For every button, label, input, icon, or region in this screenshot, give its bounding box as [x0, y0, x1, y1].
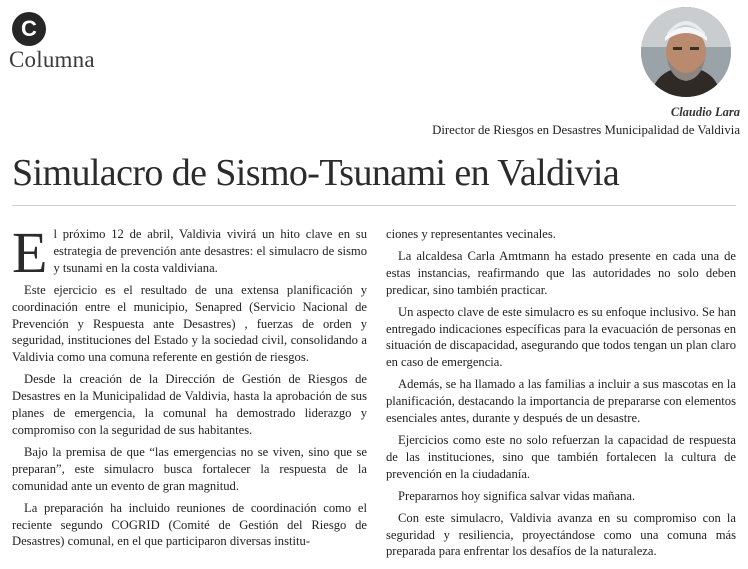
article-paragraph: ciones y representantes vecinales. — [386, 227, 556, 241]
article-paragraph: Además, se ha llamado a las familias a incluir a sus mascotas en la planificación, destacando la importancia de prepararse con elementos esenciales antes, durante y después de un desastre. — [386, 377, 736, 426]
author-photo — [641, 7, 731, 97]
article-paragraph: Este ejercicio es el resultado de una extensa planificación y coordinación entre el municipio, Senapred (Servicio Nacional de Prevención y Respuesta ante Desastres) , fuerzas de orden y seguridad, instituciones del Estado y la sociedad civil, consolidando a Valdivia como una comuna referente en gestión de riesgos. — [12, 282, 367, 365]
article-column-2 — [386, 226, 736, 565]
article-paragraph: Con este simulacro, Valdivia avanza en su compromiso con la seguridad y resiliencia, proyectándose como una comuna más preparada para enfrentar los desafíos de la naturaleza. — [386, 510, 736, 559]
author-role: Director de Riesgos en Desastres Municipalidad de Valdivia — [432, 123, 740, 137]
section-badge: C — [12, 12, 46, 46]
article-column-1 — [12, 220, 367, 555]
section-label: Columna — [9, 47, 95, 72]
drop-cap: E — [12, 220, 48, 285]
author-name: Claudio Lara — [670, 105, 740, 119]
author-portrait-icon — [641, 7, 731, 97]
article-title: Simulacro de Sismo-Tsunami en Valdivia — [12, 152, 620, 194]
article-paragraph: Prepararnos hoy significa salvar vidas mañana. — [398, 488, 636, 503]
article-paragraph: El próximo 12 de abril, Valdivia vivirá un hito clave en su estrategia de prevención ante desastres: el simulacro de sismo y tsunami en la costa valdiviana. — [12, 220, 367, 285]
title-divider — [12, 205, 736, 206]
article-paragraph: Bajo la premisa de que “las emergencias no se viven, sino que se preparan”, este simulacro busca fortalecer la respuesta de la comunidad ante un evento de gran magnitud. — [12, 444, 367, 493]
article-paragraph: Un aspecto clave de este simulacro es su enfoque inclusivo. Se han entregado indicaciones específicas para la evacuación de personas en situación de discapacidad, asegurando que todos tengan un plan claro en caso de emergencia. — [386, 304, 736, 370]
article-paragraph: Desde la creación de la Dirección de Gestión de Riesgos de Desastres en la Municipalidad de Valdivia, hasta la aprobación de sus planes de emergencia, la comunal ha demostrado liderazgo y compromiso con la seguridad de sus habitantes. — [12, 372, 367, 437]
article-paragraph: La alcaldesa Carla Amtmann ha estado presente en cada una de estas instancias, reafirmando que las autoridades no solo deben predicar, sino también practicar. — [386, 248, 736, 297]
article-paragraph: La preparación ha incluido reuniones de coordinación como el reciente segundo COGRID (Comité de Gestión del Riesgo de Desastres) comunal, en el que participaron diversas institu- — [12, 500, 367, 549]
article-paragraph: Ejercicios como este no solo refuerzan la capacidad de respuesta de las instituciones, sino que también fortalecen la cultura de prevención en la ciudadanía. — [386, 432, 736, 481]
